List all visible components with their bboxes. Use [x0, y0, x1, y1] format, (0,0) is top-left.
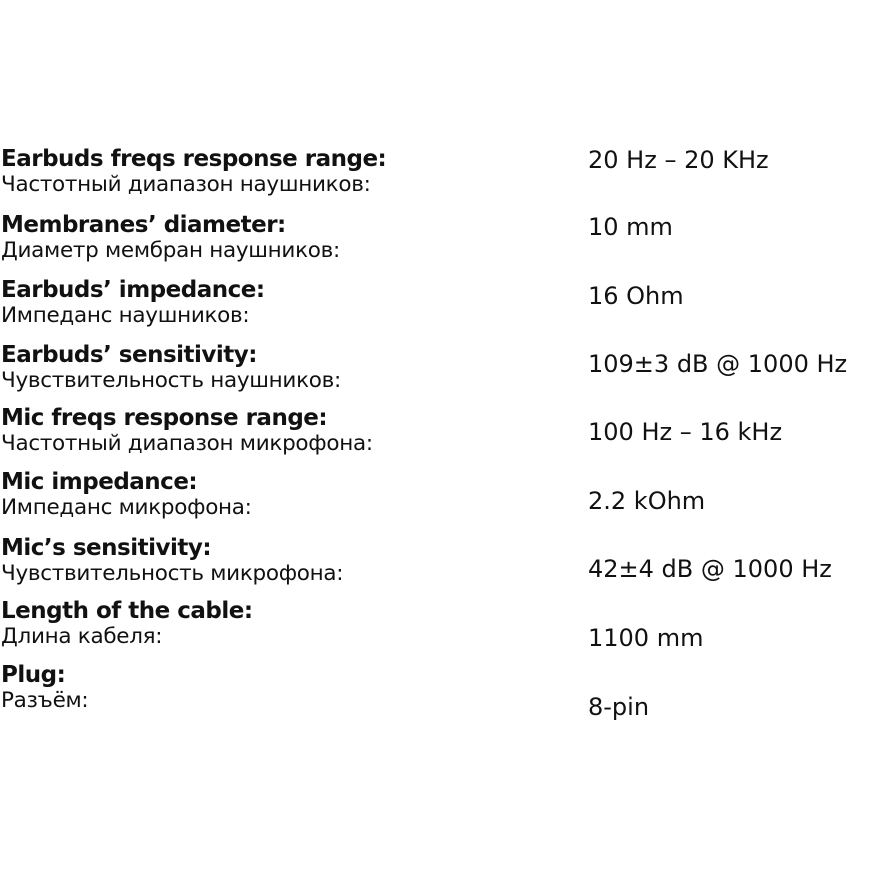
spec-label-ru: Импеданс микрофона:: [1, 495, 252, 520]
spec-row-earbuds-freq: [0, 146, 870, 212]
spec-label-ru: Длина кабеля:: [1, 624, 163, 649]
spec-row-plug: [0, 662, 870, 728]
spec-row-membrane-diameter: [0, 212, 870, 278]
spec-label-en: Mic impedance:: [1, 469, 198, 495]
spec-value: 100 Hz – 16 kHz: [588, 418, 783, 446]
spec-label-ru: Частотный диапазон наушников:: [1, 172, 371, 197]
spec-row-mic-impedance: [0, 469, 870, 535]
spec-label-ru: Разъём:: [1, 688, 89, 713]
spec-row-earbuds-sensitivity: [0, 342, 870, 408]
spec-label-en: Plug:: [1, 662, 66, 688]
spec-label-en: Mic freqs response range:: [1, 405, 328, 431]
spec-label-en: Membranes’ diameter:: [1, 212, 286, 238]
spec-value: 109±3 dB @ 1000 Hz: [588, 350, 848, 378]
spec-value: 42±4 dB @ 1000 Hz: [588, 555, 832, 583]
spec-label-ru: Частотный диапазон микрофона:: [1, 431, 373, 456]
spec-label-en: Length of the cable:: [1, 598, 253, 624]
spec-label-en: Earbuds freqs response range:: [1, 146, 387, 172]
spec-value: 2.2 kOhm: [588, 487, 706, 515]
spec-value: 10 mm: [588, 213, 673, 241]
spec-label-ru: Импеданс наушников:: [1, 303, 250, 328]
spec-value: 8-pin: [588, 693, 650, 721]
spec-value: 1100 mm: [588, 624, 704, 652]
spec-label-en: Mic’s sensitivity:: [1, 535, 212, 561]
spec-label-en: Earbuds’ impedance:: [1, 277, 265, 303]
spec-label-en: Earbuds’ sensitivity:: [1, 342, 257, 368]
spec-label-ru: Диаметр мембран наушников:: [1, 238, 340, 263]
spec-value: 20 Hz – 20 KHz: [588, 146, 769, 174]
spec-row-mic-sensitivity: [0, 535, 870, 601]
spec-value: 16 Ohm: [588, 282, 684, 310]
spec-label-ru: Чувствительность наушников:: [1, 368, 341, 393]
spec-row-cable-length: [0, 598, 870, 664]
spec-label-ru: Чувствительность микрофона:: [1, 561, 344, 586]
spec-row-earbuds-impedance: [0, 277, 870, 343]
spec-row-mic-freq: [0, 405, 870, 471]
